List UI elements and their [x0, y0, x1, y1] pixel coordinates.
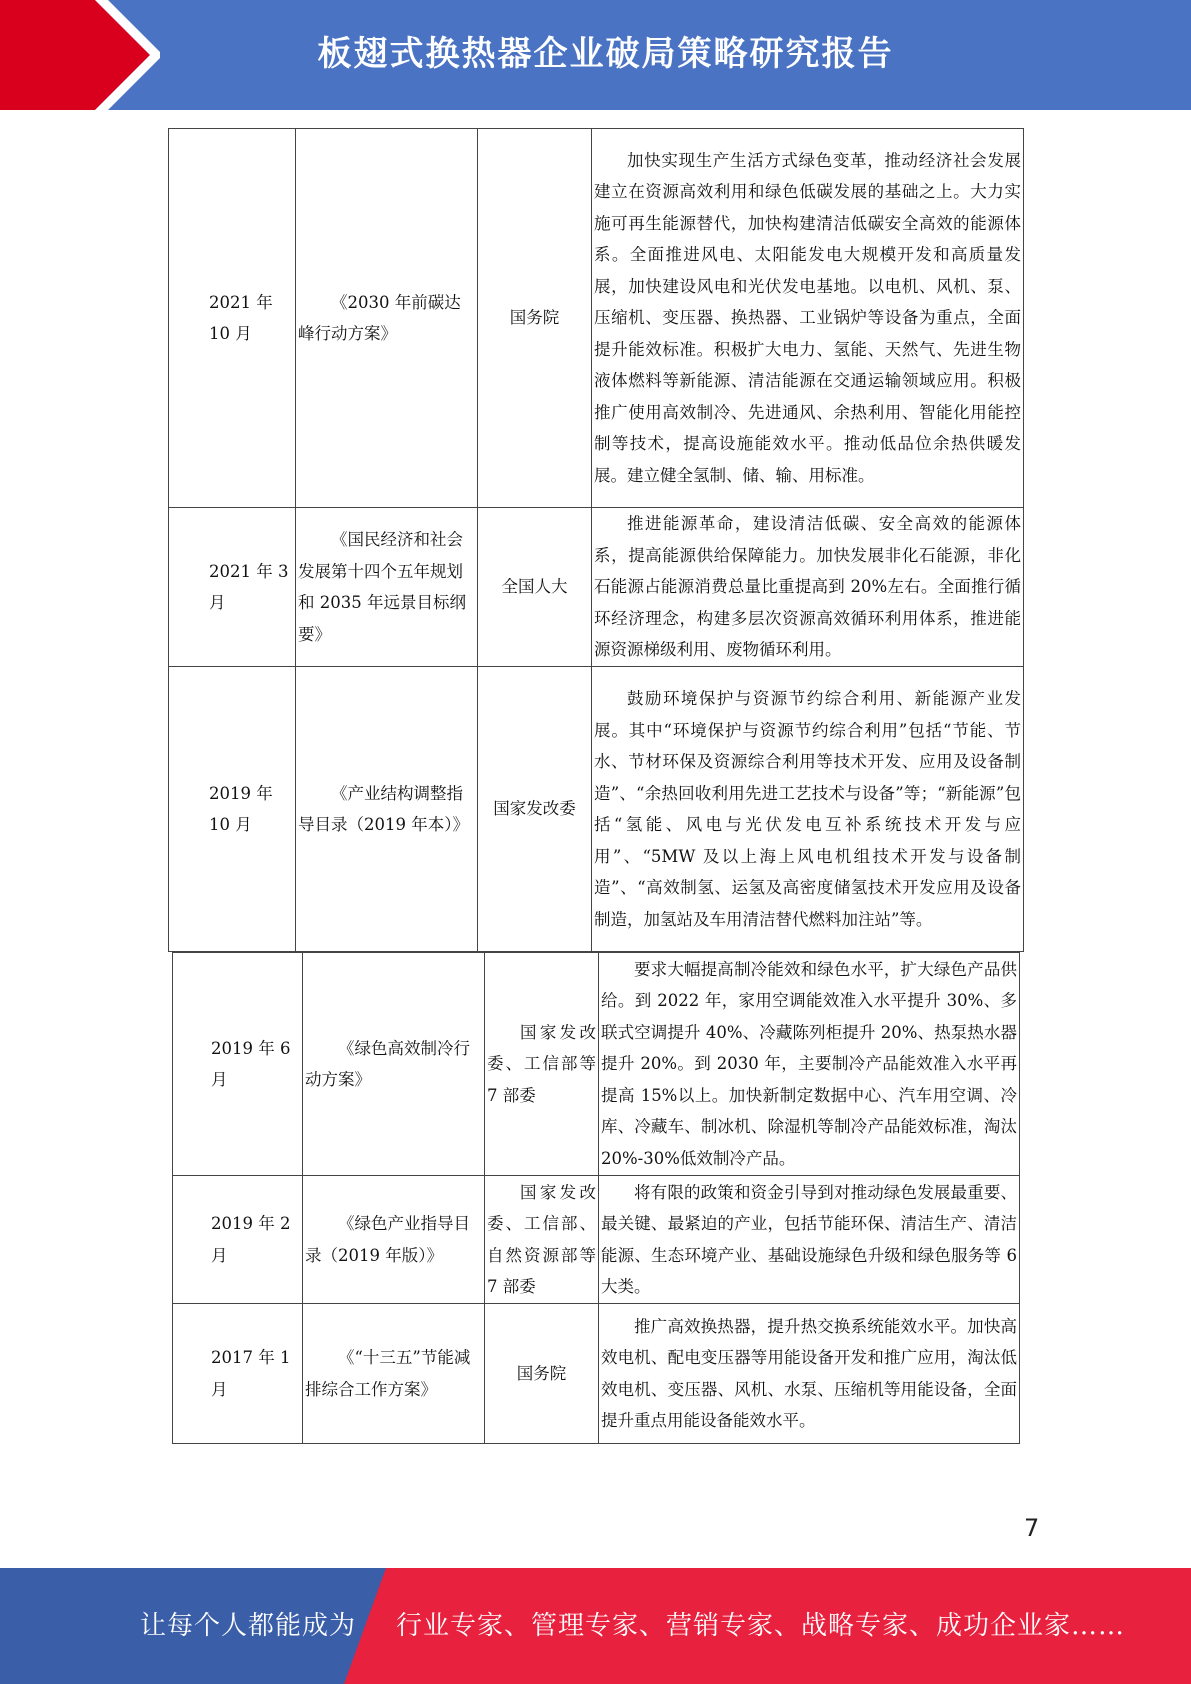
footer-slogan-right: 行业专家、管理专家、营销专家、战略专家、成功企业家…… [396, 1611, 1126, 1641]
policy-table-1 [168, 128, 1024, 952]
table-row [169, 129, 1024, 508]
policy-table-2 [172, 952, 1020, 1444]
policy-date: 2019 年 6 月 [173, 953, 303, 1176]
policy-content: 推进能源革命，建设清洁低碳、安全高效的能源体系，提高能源供给保障能力。加快发展非化石能源，非化石能源占能源消费总量比重提高到 20%左右。全面推行循环经济理念，构建多层次资源高效循环利用体系，推进能源资源梯级利用、废物循环利用。 [592, 508, 1024, 667]
policy-content: 要求大幅提高制冷能效和绿色水平，扩大绿色产品供给。到 2022 年，家用空调能效准入水平提升 30%、多联式空调提升 40%、冷藏陈列柜提升 20%、热泵热水器提升 20%。到 2030 年，主要制冷产品能效准入水平再提高 15%以上。加快新制定数据中心、汽车用空调、冷库、冷藏车、制冰机、除湿机等制冷产品能效标准，淘汰 20%-30%低效制冷产品。 [599, 953, 1020, 1176]
table-row [173, 1304, 1020, 1444]
policy-name: 《2030 年前碳达峰行动方案》 [296, 129, 478, 508]
policy-name: 《绿色产业指导目录（2019 年版）》 [303, 1176, 485, 1304]
policy-issuer: 国务院 [485, 1304, 599, 1444]
policy-content: 将有限的政策和资金引导到对推动绿色发展最重要、最关键、最紧迫的产业，包括节能环保、清洁生产、清洁能源、生态环境产业、基础设施绿色升级和绿色服务等 6 大类。 [599, 1176, 1020, 1304]
table-row [169, 508, 1024, 667]
policy-name: 《产业结构调整指导目录（2019 年本）》 [296, 667, 478, 952]
page-number: 7 [1024, 1514, 1040, 1542]
policy-date: 2017 年 1 月 [173, 1304, 303, 1444]
policy-content: 鼓励环境保护与资源节约综合利用、新能源产业发展。其中“环境保护与资源节约综合利用”包括“节能、节水、节材环保及资源综合利用等技术开发、应用及设备制造”、“余热回收利用先进工艺技术与设备”等；“新能源”包括“氢能、风电与光伏发电互补系统技术开发与应用”、“5MW 及以上海上风电机组技术开发与设备制造”、“高效制氢、运氢及高密度储氢技术开发应用及设备制造，加氢站及车用清洁替代燃料加注站”等。 [592, 667, 1024, 952]
policy-name: 《“十三五”节能减排综合工作方案》 [303, 1304, 485, 1444]
policy-issuer: 国家发改委、工信部、自然资源部等 7 部委 [485, 1176, 599, 1304]
table-row [173, 1176, 1020, 1304]
table-row [173, 953, 1020, 1176]
footer-slogan-left: 让每个人都能成为 [140, 1611, 357, 1641]
page-header-band [0, 0, 1191, 110]
policy-name: 《国民经济和社会发展第十四个五年规划和 2035 年远景目标纲要》 [296, 508, 478, 667]
policy-issuer: 全国人大 [478, 508, 592, 667]
page-footer-band [0, 1568, 1191, 1684]
policy-date: 2019 年 10 月 [169, 667, 296, 952]
policy-date: 2019 年 2 月 [173, 1176, 303, 1304]
policy-issuer: 国务院 [478, 129, 592, 508]
policy-content: 推广高效换热器，提升热交换系统能效水平。加快高效电机、配电变压器等用能设备开发和推广应用，淘汰低效电机、变压器、风机、水泵、压缩机等用能设备，全面提升重点用能设备能效水平。 [599, 1304, 1020, 1444]
policy-issuer: 国家发改委、工信部等 7 部委 [485, 953, 599, 1176]
report-title: 板翅式换热器企业破局策略研究报告 [317, 34, 894, 74]
policy-name: 《绿色高效制冷行动方案》 [303, 953, 485, 1176]
policy-date: 2021 年 10 月 [169, 129, 296, 508]
policy-content: 加快实现生产生活方式绿色变革，推动经济社会发展建立在资源高效利用和绿色低碳发展的基础之上。大力实施可再生能源替代，加快构建清洁低碳安全高效的能源体系。全面推进风电、太阳能发电大规模开发和高质量发展，加快建设风电和光伏发电基地。以电机、风机、泵、压缩机、变压器、换热器、工业锅炉等设备为重点，全面提升能效标准。积极扩大电力、氢能、天然气、先进生物液体燃料等新能源、清洁能源在交通运输领域应用。积极推广使用高效制冷、先进通风、余热利用、智能化用能控制等技术，提高设施能效水平。推动低品位余热供暖发展。建立健全氢制、储、输、用标准。 [592, 129, 1024, 508]
policy-issuer: 国家发改委 [478, 667, 592, 952]
table-row [169, 667, 1024, 952]
policy-date: 2021 年 3 月 [169, 508, 296, 667]
